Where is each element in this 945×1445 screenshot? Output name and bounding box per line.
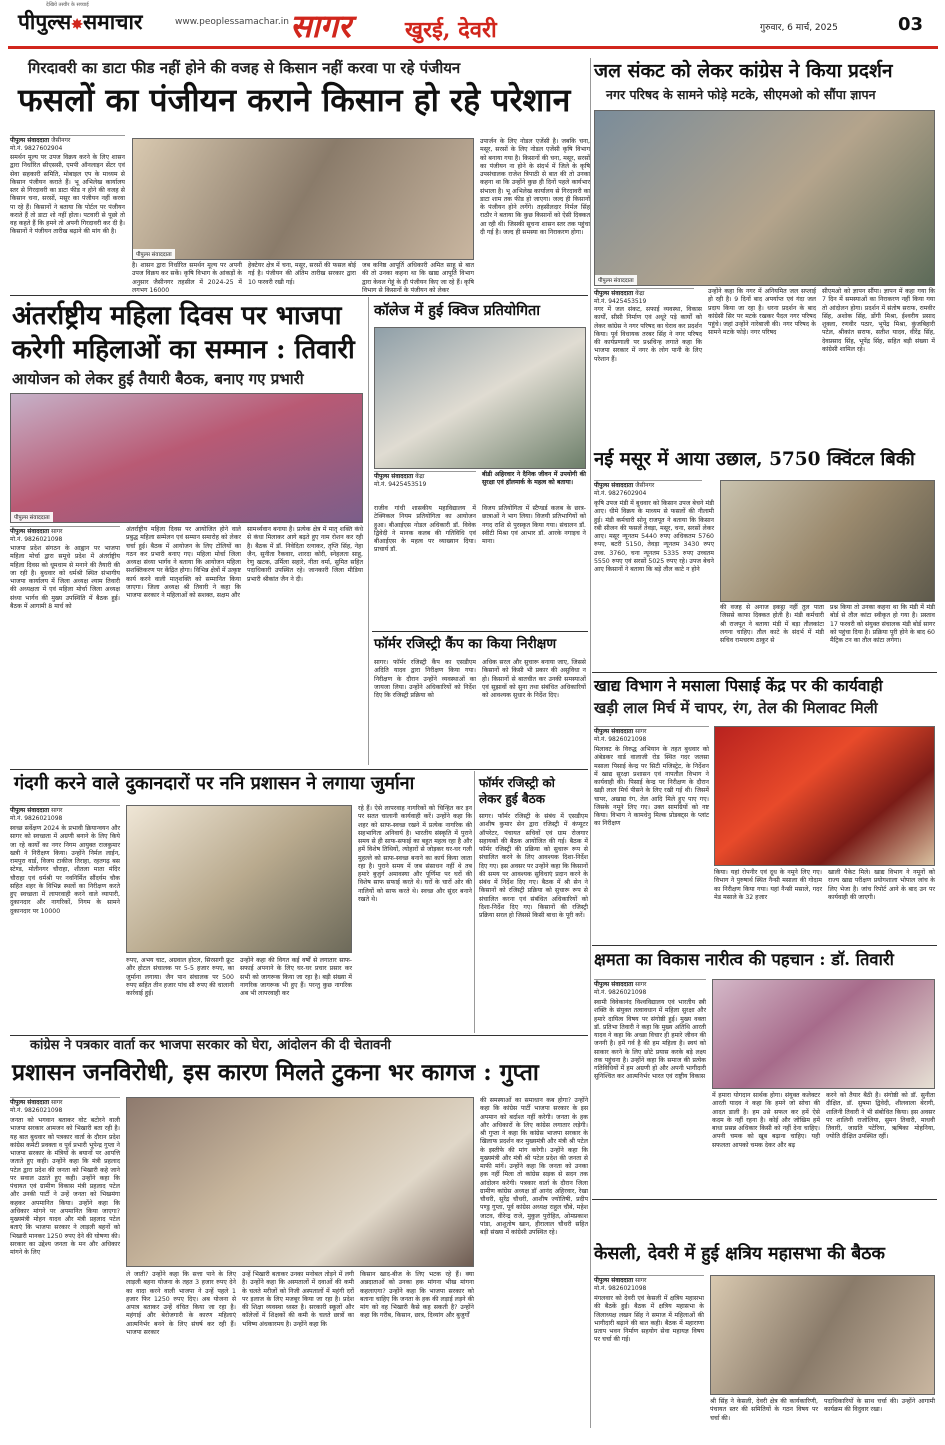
story2-headline: जल संकट को लेकर कांग्रेस ने किया प्रदर्शन — [594, 60, 893, 82]
story6-byline — [594, 480, 702, 499]
story11-col4: किसान खाद-बीज के लिए भटक रहे हैं। क्या अन्नदाताओं को उनका हक मांगना भीख मांगना कहलाएगा? उन्होंने कहा कि भाजपा सरकार को बताना चाहिए कि जनता के हक की लड़ाई लड़ने की मांग को वह भिखारी कैसे कह सकती है? उन्होंने कहा कि गरीब, किसान, छात्र, दिव्यांग और बुजुर्गों — [360, 1271, 474, 1320]
story10-col1: स्वामी विवेकानंद विश्वविद्यालय एवं भारतीय स्त्री शक्ति के संयुक्त तत्वावधान में महिला सुरक्षा और हमारे दायित्व विषय पर संगोष्ठी हुई। मुख्य वक्ता डॉ. प्रतिभा तिवारी ने कहा कि मुख्य अतिथि आरती यादव ने कहा कि अच्छा विचार ही हमारे जीवन की जननी है। हमें गर्व है की हम महिला है। स्वयं को साकार करने के लिए छोटे प्रयास करके बड़े लक्ष्य तक पहुंचना है। उन्होंने कहा कि समाज की प्रत्येक गतिविधियों में हम अग्रणी हो और अपनी भागीदारी सुनिश्चित कर आत्मनिर्भर भारत एवं राष्ट्रीय विकास — [594, 999, 706, 1081]
divider-4 — [10, 769, 588, 770]
story6-mobile: मो.नं. 9827602904 — [594, 490, 647, 498]
story10-col3: करने को तैयार बैठी है। संगोष्ठी को डॉ. सुनीता दीक्षित, डॉ. सुषमा द्विवेदी, शीलवाला बेरागी, शालिनी तिवारी ने भी संबोधित किया। इस अवसर पर शालिनी राजोलिया, सुमन तिवारी, माधवी तिवारी, जाग्रति पटेरिया, ऋषिका मोहनिया, ज्योति दीक्षित उपस्थित रहीं। — [826, 1092, 935, 1141]
story12-mobile: मो.नं. 9826021098 — [594, 1285, 647, 1293]
story-garbage-fine — [10, 771, 472, 1033]
masthead-website: www.peoplessamachar.in — [175, 17, 289, 27]
story1-photo — [132, 138, 474, 260]
story8-headline: गंदगी करने वाले दुकानदारों पर ननि प्रशासन ने लगाया जुर्माना — [14, 773, 415, 794]
story11-mobile: मो.नं. 9826021098 — [10, 1107, 63, 1115]
story12-photo — [710, 1275, 935, 1395]
logo-suffix: समाचार — [82, 9, 143, 34]
story7-mobile: मो.नं. 9826021098 — [594, 736, 647, 744]
story12-col2: पदाधिकारियों के साथ चर्चा की। उन्होंने आगामी कार्यक्रम की विदुवार रखा। — [824, 1398, 935, 1414]
divider-v1 — [368, 297, 369, 765]
story6-col1: कृषि उपज मंडी में बुधवार को किसान उपज बेचने मंडी आए। धीमे विक्रय के माध्यम से फसलों की नीलामी हुई। मंडी कर्मचारी सोनू राजपूत ने बताया कि किसान रबी सीजन की फसलें तेवड़ा, मसूर, चना, सरसों लेकर आए। मसूर न्यूनतम 5440 रुपए अधिकतम 5760 रुपए, बटरी 5150, तेवड़ा न्यूनतम 3430 रुपए उच्च. 3760, चना न्यूनतम 5335 रुपए उच्चतम 5550 रुपए एवं सरसों 5025 रुपए रहे। उपज बेचने आए किसानों ने बताया कि बड़े तौल काटे न होने — [594, 500, 714, 573]
story1-col5: उपार्जन के लिए नोडल एजेंसी है। जबकि चना, मसूर, सरसों के लिए नोडल एजेंसी कृषि विभाग को बनाया गया है। किसानों की चना, मसूर, सरसों का पंजीयन ना होने के संदर्भ में जिले के कृषि उपसंचालक राजेश त्रिपाठी से बात की तो उनका कहना था कि उन्होंने कुछ ही दिनों पहले कार्यभार संभाला है। भू अभिलेख कार्यालय से गिरदावरी का डाटा शाम तक फीड हो जाएगा। जल्द ही किसानों के पंजीयन होने लगेंगे। तहसीलदार निर्मल सिंह राठौर ने बताया कि कुछ किसानों को ऐसी दिक्कत आ रही थी। जिसकी सूचना शासन स्तर तक पहुंचा दी गई है। जल्द ही समस्या का निराकरण होगा। — [480, 138, 590, 236]
masthead — [0, 0, 945, 56]
story1-col2: है। शासन द्वारा निर्धारित समर्थन मूल्य पर अपनी उपज विक्रय कर सकें। कृषि विभाग के आंकड़ों के अनुसार जैसीनगर तहसील में 2024-25 में लगभग 16000 — [132, 262, 242, 294]
story-college-quiz — [372, 297, 588, 629]
story8-byline-place: सागर — [51, 807, 63, 814]
story1-col1: समर्थन मूल्य पर उपज विक्रय करने के लिए शासन द्वारा निर्धारित सीएससी, एमपी ऑनलाइन सेंटर एवं सेवा सहकारी समिति, मोबाइल एप के माध्यम से किसान पंजीयन कराते हैं। भू अभिलेख कार्यालय स्तर से गिरदावरी का डाटा फीड न होने की वजह से किसान चना, सरसों, मसूर का पंजीयन नहीं करवा पा रहे हैं। किसानों ने बताया कि पोर्टल पर पंजीयन कराते हैं तो डाटा शो नहीं होता। पटवारी से पूछो तो वह कहते हैं कि हमने तो अपनी गिरदावरी कर दी है। किसानों ने पंजीयन तारीख बढ़ाने की मांग की है। — [10, 154, 125, 236]
masthead-rule — [8, 46, 938, 49]
story2-subhead: नगर परिषद के सामने फोड़े मटके, सीएमओ को सौंपा ज्ञापन — [606, 87, 876, 102]
story7-headline: खाद्य विभाग ने मसाला पिसाई केंद्र पर की कार्यवाही — [594, 676, 883, 695]
story1-byline-place: जैसीनगर — [51, 137, 71, 144]
story1-col3: हेक्टेयर क्षेत्र में चना, मसूर, सरसों की फसल बोई गई है। पंजीयन की अंतिम तारीख सरकार द्वारा 10 फरवरी रखी गई। — [248, 262, 356, 286]
story5-col2: अधिक सरल और सुचारू बनाया जाए, जिससे किसानों को किसी भी प्रकार की असुविधा न हो। किसानों से बातचीत कर उनकी समस्याओं एवं सुझावों को सुना तथा संबंधित अधिकारियों को आवश्यक सुधार के निर्देश दिए। — [482, 659, 586, 699]
story11-byline-name: पीपुल्स संवाददाता — [10, 1099, 50, 1106]
story10-col2: में हमारा योगदान सार्थक होगा। संयुक्त कलेक्टर आरती यादव ने कहा कि हमने जो सोचा की आदत डाली है। हम उसे सफल कर हमें ऐसे कदम के नहीं रहना है। कोई और जोखिम हमें बाधा प्रसन्न अधिकार किसी को नहीं देना चाहिए। अपनी चमक को खूब बढ़ाना चाहिए। यही सफलता आपको चमक देकर और बढ़ — [712, 1092, 820, 1149]
story5-col1: सागर। फॉर्मर रजिस्ट्री कैंप का एसडीएम अदिति यादव द्वारा निरीक्षण किया गया। निरीक्षण के दौरान उन्होंने व्यवस्थाओं का जायजा लिया। उन्होंने अधिकारियों को निर्देश दिए कि रजिस्ट्री प्रक्रिया को — [374, 659, 476, 699]
story3-headline-line1: अंतर्राष्ट्रीय महिला दिवस पर भाजपा — [12, 301, 342, 331]
page-number: 03 — [898, 14, 924, 35]
story3-byline-place: सागर — [51, 528, 63, 535]
divider-3 — [592, 672, 937, 673]
divider-v2 — [590, 58, 591, 1428]
story2-photo — [594, 110, 935, 286]
story-kshatriya-meeting — [592, 1201, 937, 1437]
story1-headline: फसलों का पंजीयन कराने किसान हो रहे परेशान — [18, 81, 571, 119]
masthead-logo-small: देखिये तस्वीर के सच्चाई — [46, 2, 89, 8]
masthead-subsection: खुरई, देवरी — [405, 17, 497, 43]
story7-col2: खाली पैकेट मिले। खाद्य विभाग ने नमूनों को राज्य खाद्य परीक्षण प्रयोगशाला भोपाल जांच के लिए भेजा है। जांच रिपोर्ट आने के बाद उन पर कार्यवाही की जाएगी। — [828, 869, 935, 901]
story1-kicker: गिरदावरी का डाटा फीड नहीं होने की वजह से किसान नहीं करवा पा रहे पंजीयन — [28, 59, 461, 77]
story-congress-press — [10, 1037, 588, 1437]
story6-photo — [720, 480, 935, 602]
story12-headline: केसली, देवरी में हुई क्षत्रिय महासभा की बैठक — [594, 1244, 885, 1264]
story8-photo — [126, 805, 352, 953]
logo-text: पीपुल्स — [18, 9, 72, 34]
story12-col1: मंगलवार को देवरी एवं केसली में क्षत्रिय महासभा की बैठकें हुईं। बैठक में क्षत्रिय महासभा के जिलाध्यक्ष लखन सिंह ने समाज में महिलाओं की भागीदारी बढ़ाने की बात कही। बैठक में महाराणा प्रताप भवन निर्माण सहयोग सेवा महायज्ञ विषय पर चर्चा की गई। — [594, 1295, 704, 1344]
story2-col3: सीएमओ को ज्ञापन सौंपा। ज्ञापन में कहा गया कि 7 दिन में समस्याओं का निराकरण नहीं किया गया तो आंदोलन होगा। प्रदर्शन में संतोष सराफ, रामवीर सिंह, अशोक सिंह, डोंगी मिश्रा, ईश्वरीय प्रसाद शुक्ला, रणवीर पठार, भूपेंद्र मिश्रा, कुंजबिहारी पटेल, श्रीकांत सराफ, सतीश यादव, वीरेंद्र सिंह, देवप्रसाद सिंह, भूपेंद्र सिंह, सहित बड़ी संख्या में कांग्रेसी शामिल रहे। — [822, 288, 935, 353]
story11-col3: उन्हें भिखारी बताकर उनका मनोबल तोड़ने में लगी है। उन्होंने कहा कि अस्पतालों में दवाओं की कमी के चलते मरीजों को निजी अस्पतालों में महंगी दरों पर इलाज के लिए मजबूर किया जा रहा है। प्रदेश की शिक्षा व्यवस्था ध्वस्त है। सरकारी स्कूलों और कॉलेजों में शिक्षकों की कमी के चलते छात्रों का भविष्य अंधकारमय है। उन्होंने कहा कि — [242, 1271, 354, 1328]
story3-byline — [10, 526, 120, 545]
story-masoor-sale — [592, 446, 937, 671]
story11-col2: ले जाती? उन्होंने कहा कि सत्ता पाने के लिए लाड़ली बहना योजना के तहत 3 हजार रुपए देने का वादा करने वाली भाजपा ने उन्हें पहले 1 हजार फिर 1250 रुपए दिए। अब योजना से अपात्र बताकर उन्हें वंचित किया जा रहा है। महंगाई और बेरोजगारी के कारण महिलाएं आत्मनिर्भर बनने के लिए संघर्ष कर रही हैं। भाजपा सरकार — [126, 1271, 236, 1336]
divider-1 — [10, 295, 588, 296]
story-spice-adulteration — [592, 674, 937, 944]
story7-byline-name: पीपुल्स संवाददाता — [594, 728, 634, 735]
story3-col2: अंतर्राष्ट्रीय महिला दिवस पर आयोजित होने वाले प्रबुद्ध महिला सम्मेलन एवं सम्मान समारोह को लेकर चर्चा हुई। बैठक में आयोजन के लिए टोलियों का गठन कर प्रभारी बनाए गए। महिला मोर्चा जिला अध्यक्ष संध्या भार्गव ने बताया कि आयोजन महिला सशक्तिकरण पर केंद्रित होगा। विभिन्न क्षेत्रों में उत्कृष्ट कार्य करने वाली मातृशक्ति को सम्मानित किया जाएगा। जिला अध्यक्ष श्री तिवारी ने कहा कि भाजपा सरकार ने महिलाओं को सशक्त, सक्षम और — [126, 526, 241, 599]
story11-col1: जनता को भगवान बताकर वोट बटोरने वाली भाजपा सरकार आमजन को भिखारी बता रही है। यह बात बुधवार को पत्रकार वार्ता के दौरान प्रदेश कांग्रेस कमेटी प्रवक्ता व पूर्व प्रभारी भूपेन्द्र गुप्ता ने भाजपा सरकार के मंत्रियों के बयानों पर आपत्ति जताते हुए कही। उन्होंने कहा कि मंत्री प्रहलाद पटेल द्वारा प्रदेश की जनता को भिखारी कहे जाने पर सवाल उठाते हुए कही। उन्होंने कहा कि पंचायत एवं ग्रामीण विकास मंत्री प्रहलाद पटेल और उनकी पार्टी ने उन्हें जनता को भिखमंगा कहकर अपमानित किया। उन्होंने कहा कि अधिकार मांगने पर अपमानित किया जाएगा? मुख्यमंत्री मोहन यादव और मंत्री प्रहलाद पटेल बताएं कि भाजपा सरकार ने लाड़ली बहनों को भिखारी मानकर 1250 रुपए देने की घोषणा की। सरकार का उद्देश्य जनता के मन और अधिकार मांगने के लिए — [10, 1117, 120, 1256]
story5-headline: फॉर्मर रजिस्ट्री कैंप का किया निरीक्षण — [374, 636, 557, 652]
story9-headline-line1: फॉर्मर रजिस्ट्री को — [479, 776, 555, 790]
story-crop-registration — [10, 58, 590, 293]
story3-photo-credit: पीपुल्स संवाददाता — [11, 512, 53, 522]
story2-photo-credit: पीपुल्स संवाददाता — [595, 275, 637, 285]
story11-headline: प्रशासन जनविरोधी, इस कारण मिलते टुकना भर कागज : गुप्ता — [12, 1059, 539, 1086]
story4-photo — [374, 327, 586, 469]
divider-7 — [592, 1199, 937, 1200]
story7-byline-place: सागर — [635, 728, 647, 735]
story2-byline — [594, 288, 694, 307]
story1-col4: जब कनिष्ठ आपूर्ति अधिकारी अमित साहू से बात की तो उनका कहना था कि खाद्य आपूर्ति विभाग द्वारा केवल गेहूं के ही पंजीयन किए जा रहे हैं। कृषि विभाग से किसानों के पंजीयन को लेकर — [362, 262, 474, 294]
story12-byline-place: सागर — [635, 1277, 647, 1284]
story-womens-capacity — [592, 947, 937, 1197]
divider-5 — [592, 945, 937, 946]
divider-6 — [10, 1035, 588, 1036]
story10-byline-name: पीपुल्स संवाददाता — [594, 981, 634, 988]
story11-byline — [10, 1097, 120, 1116]
story8-col1: स्वच्छ सर्वेक्षण 2024 के प्रभावी क्रियान्वयन और सागर को स्वच्छता में अग्रणी बनाने के लिए किये जा रहे कार्यों का नगर निगम आयुक्त राजकुमार खत्री ने निरीक्षण किया। उन्होंने निर्मल लाईन, रामपुरा वार्ड, विजय टाकीज तिराहा, रहतगढ़ बस स्टेण्ड, मोतीनगर चौराहा, शीतला माता मंदिर चौराहा एवं धर्मश्री पर नवनिर्मित सौंदर्यम चौक सहित शहर के विभिन्न स्थलों का निरीक्षण करते हुए स्वच्छता में लापरवाही करने वाले व्यापारी, दुकानदार और नागरिकों, निगम के सामने दुकानदार पर 10000 — [10, 825, 120, 915]
story-farmer-registry-meeting — [477, 771, 588, 1033]
story8-mobile: मो.नं. 9826021098 — [10, 815, 63, 823]
story7-byline — [594, 726, 709, 745]
story3-subhead: आयोजन को लेकर हुई तैयारी बैठक, बनाए गए प्रभारी — [12, 370, 304, 388]
story1-photo-credit: पीपुल्स संवाददाता — [133, 249, 175, 259]
story4-col2: विजय प्रतियोगिता में स्टैण्डर्ड कलब के छात्र-छात्राओं ने भाग लिया। विजयी प्रतिभागियों को नगद राशि से पुरस्कृत किया गया। संचालन डॉ. स्वीटी मिश्रा एवं आभार डॉ. आरके नगाइच ने माना। — [482, 505, 586, 545]
story11-col5: की समस्याओं का समाधान कब होगा? उन्होंने कहा कि कांग्रेस पार्टी भाजपा सरकार के इस अपमान को बर्दाश्त नहीं करेगी। जनता के हक और अधिकारों के लिए कांग्रेस लगातार लड़ेगी। श्री गुप्ता ने कहा कि कांग्रेस भाजपा सरकार के खिलाफ प्रदर्शन कर मुख्यमंत्री और मंत्री श्री पटेल के इस्तीफे की मांग करेगी। उन्होंने कहा कि मुख्यमंत्री और मंत्री श्री पटेल प्रदेश की जनता से माफी मांगें। उन्होंने कहा कि जनता को उनका हक नहीं मिला तो कांग्रेस सड़क से सदन तक आंदोलन करेगी। पत्रकार वार्ता के दौरान जिला ग्रामीण कांग्रेस अध्यक्ष डॉ आनंद अहिरवार, रेखा चौधरी, सुरेंद्र चौधरी, आशीष ज्योतिषी, प्रदीप पण्डु गुप्ता, पूर्व कांग्रेस अध्यक्ष राहुल चौबे, महेश जाटव, वीरेन्द्र राजे, मुकुल पुरोहित, ओमप्रकाश पांडा, आशुतोष खान, हीरालाल चौधरी सहित बड़ी संख्या में कांग्रेसी उपस्थित रहे। — [480, 1097, 588, 1236]
story9-col1: सागर। फॉर्मर रजिस्ट्री के संबंध में एसडीएम आशीष कुमार सेन द्वारा रजिस्ट्री में कंप्यूटर ऑपरेटर, पंचायत सचिवों एवं ग्राम रोजगार सहायकों की बैठक आयोजित की गई। बैठक में फॉर्मर रजिस्ट्री की प्रक्रिया को सुचारू रूप से संचालित करने के लिए आवश्यक दिशा-निर्देश दिए गए। इस अवसर पर उन्होंने कहा कि किसानों की समय पर आवश्यक सुविधाएं प्रदान करने के संबंध में निर्देश दिए गए। बैठक में श्री सेन ने किसानों को रजिस्ट्री प्रक्रिया को सुचारू रूप से संचालित करना एवं संबंधित अधिकारियों को दिशा-निर्देश दिए गए। किसानों की रजिस्ट्री प्रक्रिया सरल हो जिससे किसी बाधा के पूरी करें। — [479, 813, 588, 919]
story8-col4: रहे हैं। ऐसे लापरवाह नागरिकों को चिन्हित कर इन पर सतत चालानी कार्यवाही करें। उन्होंने कहा कि शहर को साफ-स्वच्छ रखने में प्रत्येक नागरिक की सहभागिता अनिवार्य है। भारतीय संस्कृति में पुराने समय से ही साफ-सफाई का बहुत महत्व रहा है और हमें विशेष तिथियों, त्योहारों से जोड़कर घर-घर गली मुहल्ले को साफ-स्वच्छ बनाने का कार्य किया जाता रहा है। पुराने समय में जब संसाधन नहीं थे तब हमारे बुजुर्ग अमावस्या और पूर्णिमा पर घरों की विशेष साफ सफाई करते थे। घरों के चारों ओर की नालियों को साफ करते थे। स्वच्छ और सुंदर बनाने रखते थे। — [358, 805, 472, 903]
story3-mobile: मो.नं. 9826021098 — [10, 536, 63, 544]
story-farmer-registry-camp — [372, 633, 588, 768]
story4-caption: बीडी अहिरवार ने दैनिक जीवन में उपयोगी की सुरक्षा एवं हॉलमार्क के महत्व को बताया। — [482, 471, 586, 487]
story4-byline-name: पीपुल्स संवाददाता — [374, 473, 414, 480]
story12-byline-name: पीपुल्स संवाददाता — [594, 1277, 634, 1284]
story10-byline-place: सागर — [635, 981, 647, 988]
story2-mobile: मो.नं. 9425453519 — [594, 298, 647, 306]
story4-headline: कॉलेज में हुई क्विज प्रतियोगिता — [374, 302, 541, 319]
story7-subhead: खड़ी लाल मिर्च में चापर, रंग, तेल की मिलावट मिली — [594, 699, 878, 717]
story3-col3: सामर्थ्यवान बनाया है। प्रत्येक क्षेत्र में मातृ शक्ति कंधे से कंधा मिलाकर आगे बढ़ते हुए नाम रोशन कर रही है। बैठक में डॉ. निवेदिता रत्नाकर, तृप्ति सिंह, नेहा जैन, सुनीता रैकवार, शारदा कोरी, स्नेहलता साहू, रेणु खटक, उर्मिला सहारे, नीता वर्मा, सुमित सहित पदाधिकारी उपस्थित रहे। जानकारी जिला मीडिया प्रभारी श्रीकांत जैन ने दी। — [247, 526, 363, 583]
story2-col2: उन्होंने कहा कि नगर में अनियमित जल सप्लाई हो रही है। 9 दिनों बाद अपर्याप्त एवं गंदा जल प्रदाय किया जा रहा है। धरना प्रदर्शन के बाद कांग्रेसी सिर पर मटके रखकर पैदल नगर परिषद पहुंचे। जहां उन्होंने नारेबाजी की। नगर परिषद के सामने मटके फोड़े। नगर परिषद — [708, 288, 816, 337]
story1-byline-name: पीपुल्स संवाददाता — [10, 137, 50, 144]
story7-caption1: किया। यहां रोपनीर एवं दूध के नमूने लिए गए। विभाग ने पुरुषार्थ स्थित नैन्सी मसाला की गोदाम का निरीक्षण किया गया। यहां नैन्सी मसाले, गदर मेड मसाले के 32 हजार — [714, 869, 822, 901]
story3-byline-name: पीपुल्स संवाददाता — [10, 528, 50, 535]
masthead-date: गुरुवार, 6 मार्च, 2025 — [760, 23, 838, 33]
story6-headline: नई मसूर में आया उछाल, 5750 क्विंटल बिकी — [594, 449, 915, 470]
story6-byline-name: पीपुल्स संवाददाता — [594, 482, 634, 489]
story11-kicker: कांग्रेस ने पत्रकार वार्ता कर भाजपा सरकार को घेरा, आंदोलन की दी चेतावनी — [30, 1038, 391, 1053]
story8-col3: उन्होंने कहा की विगत कई वर्षों से लगातार साफ-सफाई अपनाने के लिए घर-घर प्रचार प्रसार कर सभी को जागरूक किया जा रहा है। बड़ी संख्या में नागरिक जागरूक भी हुए हैं। परन्तु कुछ नागरिक अब भी लापरवाही कर — [240, 957, 352, 997]
story10-mobile: मो.नं. 9826021098 — [594, 989, 647, 997]
story11-byline-place: सागर — [51, 1099, 63, 1106]
story4-mobile: मो.नं. 9425453519 — [374, 481, 427, 489]
masthead-section: सागर — [290, 7, 352, 45]
story8-byline — [10, 805, 120, 824]
story11-photo — [126, 1097, 474, 1267]
divider-v3 — [474, 771, 475, 1033]
story6-byline-place: जैसीनगर — [635, 482, 655, 489]
story8-byline-name: पीपुल्स संवाददाता — [10, 807, 50, 814]
story8-col2: रुपए, अभय चाट, अग्रवाल होटल, सिरसागी फ्रूट और होटल संचालक पर 5-5 हजार रुपए, का जुर्माना लगाया। जैन पान संचालक पर 500 रुपए सहित तीन हजार पांच सौ रुपए की चालानी कार्रवाई हुई। — [126, 957, 234, 997]
story2-col1: नगर में जल संकट, सफाई व्यवस्था, विकास कार्यों, सीसी निर्माण एवं अधूरे पड़े कार्यों को लेकर कांग्रेस ने नगर परिषद का घेराव कर प्रदर्शन किया। पूर्व विधायक तरबर सिंह ने नगर परिषद की कार्यप्रणाली पर प्रश्नचिन्ह लगाते कहा कि भाजपा सरकार में नगर के लोग पानी के लिए परेशान हैं। — [594, 306, 702, 363]
story12-byline — [594, 1275, 704, 1294]
story4-col1: राजीव गांधी शासकीय महाविद्यालय में टेक्निकल नियम प्रतियोगिता का आयोजन हुआ। बीआईएस नोडल अधिकारी डॉ. विवेक द्विवेदी ने मानक कलब की गतिविधि एवं बीआईएस के महत्व पर व्याख्यान दिया। प्राचार्य डॉ. — [374, 505, 476, 554]
story-womens-day — [10, 297, 365, 767]
story1-mobile: मो.नं. 9827602904 — [10, 145, 63, 153]
story6-col3: प्रश्न किया तो उनका कहना था कि मंडी में मंडी बोर्ड से तौल कांटा स्वीकृत हो गया है। प्रस्ताव 17 फरवरी को संयुक्त संचालक मंडी बोर्ड सागर को पहुंचा दिया है। प्रक्रिया पूरी होने के बाद 60 मैट्रिक टन का तौल कांटा लगेगा। — [830, 604, 936, 644]
story7-photo — [714, 726, 935, 866]
story3-photo — [10, 393, 363, 523]
logo-star-icon: ✸ — [71, 17, 83, 33]
story10-photo — [712, 979, 935, 1089]
story-water-protest — [592, 58, 937, 363]
story4-byline — [374, 471, 476, 490]
story4-byline-place: केंद्रा — [415, 473, 425, 480]
story2-byline-name: पीपुल्स संवाददाता — [594, 290, 634, 297]
story10-headline: क्षमता का विकास नारीत्व की पहचान : डॉ. तिवारी — [594, 950, 894, 969]
story2-byline-place: केंद्रा — [635, 290, 645, 297]
story3-headline-line2: करेगी महिलाओं का सम्मान : तिवारी — [12, 335, 355, 365]
story7-col1: मिलावट के विरुद्ध अभियान के तहत बुधवार को अंबेडकर वार्ड वालाजी रोड स्थित गदर जलसा मसाला पिसाई केन्द्र पर सिटी मजिस्ट्रेट, के निर्देशन में खाद्य सुरक्षा प्रशासन एवं नापतौल विभाग ने कार्यवाही की। पिसाई केन्द्र पर निरीक्षण के दौरान खड़ी लाल मिर्च पीसने के लिए रखी गई थी। जिसमें चापर, अखाद्य रंग, तेल आदि मिले हुए पाए गए। जिसके नमूने लिए गए। उक्त सामग्रियों को नष्ट किया। विभाग ने कामधेनु मिल्क प्रोडक्ट्स के प्लांट का निरीक्षण — [594, 746, 709, 828]
story1-byline — [10, 135, 125, 154]
divider-2 — [372, 631, 588, 632]
story3-col1: भाजपा प्रदेश संगठन के आह्वान पर भाजपा महिला मोर्चा द्वारा समूचे प्रदेश में अंतर्राष्ट्रीय महिला दिवस को धूमधाम से मनाने की तैयारी की जा रही है। बुधवार को धर्मश्री स्थित संभागीय भाजपा कार्यालय में जिला अध्यक्ष श्याम तिवारी की अध्यक्षता में एवं महिला मोर्चा जिला अध्यक्ष संध्या भार्गव की मुख्य उपस्थिति में बैठक हुई। बैठक में आगामी 8 मार्च को — [10, 545, 120, 610]
story9-headline-line2: लेकर हुई बैठक — [479, 792, 545, 806]
story10-byline — [594, 979, 706, 998]
story12-caption: श्री सिंह ने केसली, देवरी क्षेत्र की कार्यकारिणी, पंचायत स्तर की समितियों के गठन विषय पर चर्चा की। — [710, 1398, 818, 1422]
story6-col2: की वजह से अनाज इकट्ठा नहीं तुल पाता जिससे काफा दिक्कत होती है। मंडी कर्मचारी श्री राजपूत ने बताया मंडी में बड़ा तौलकांटा लगना चाहिए। तौल काटे के संदर्भ में मंडी सचिव रामचरण ठाकुर से — [720, 604, 824, 644]
